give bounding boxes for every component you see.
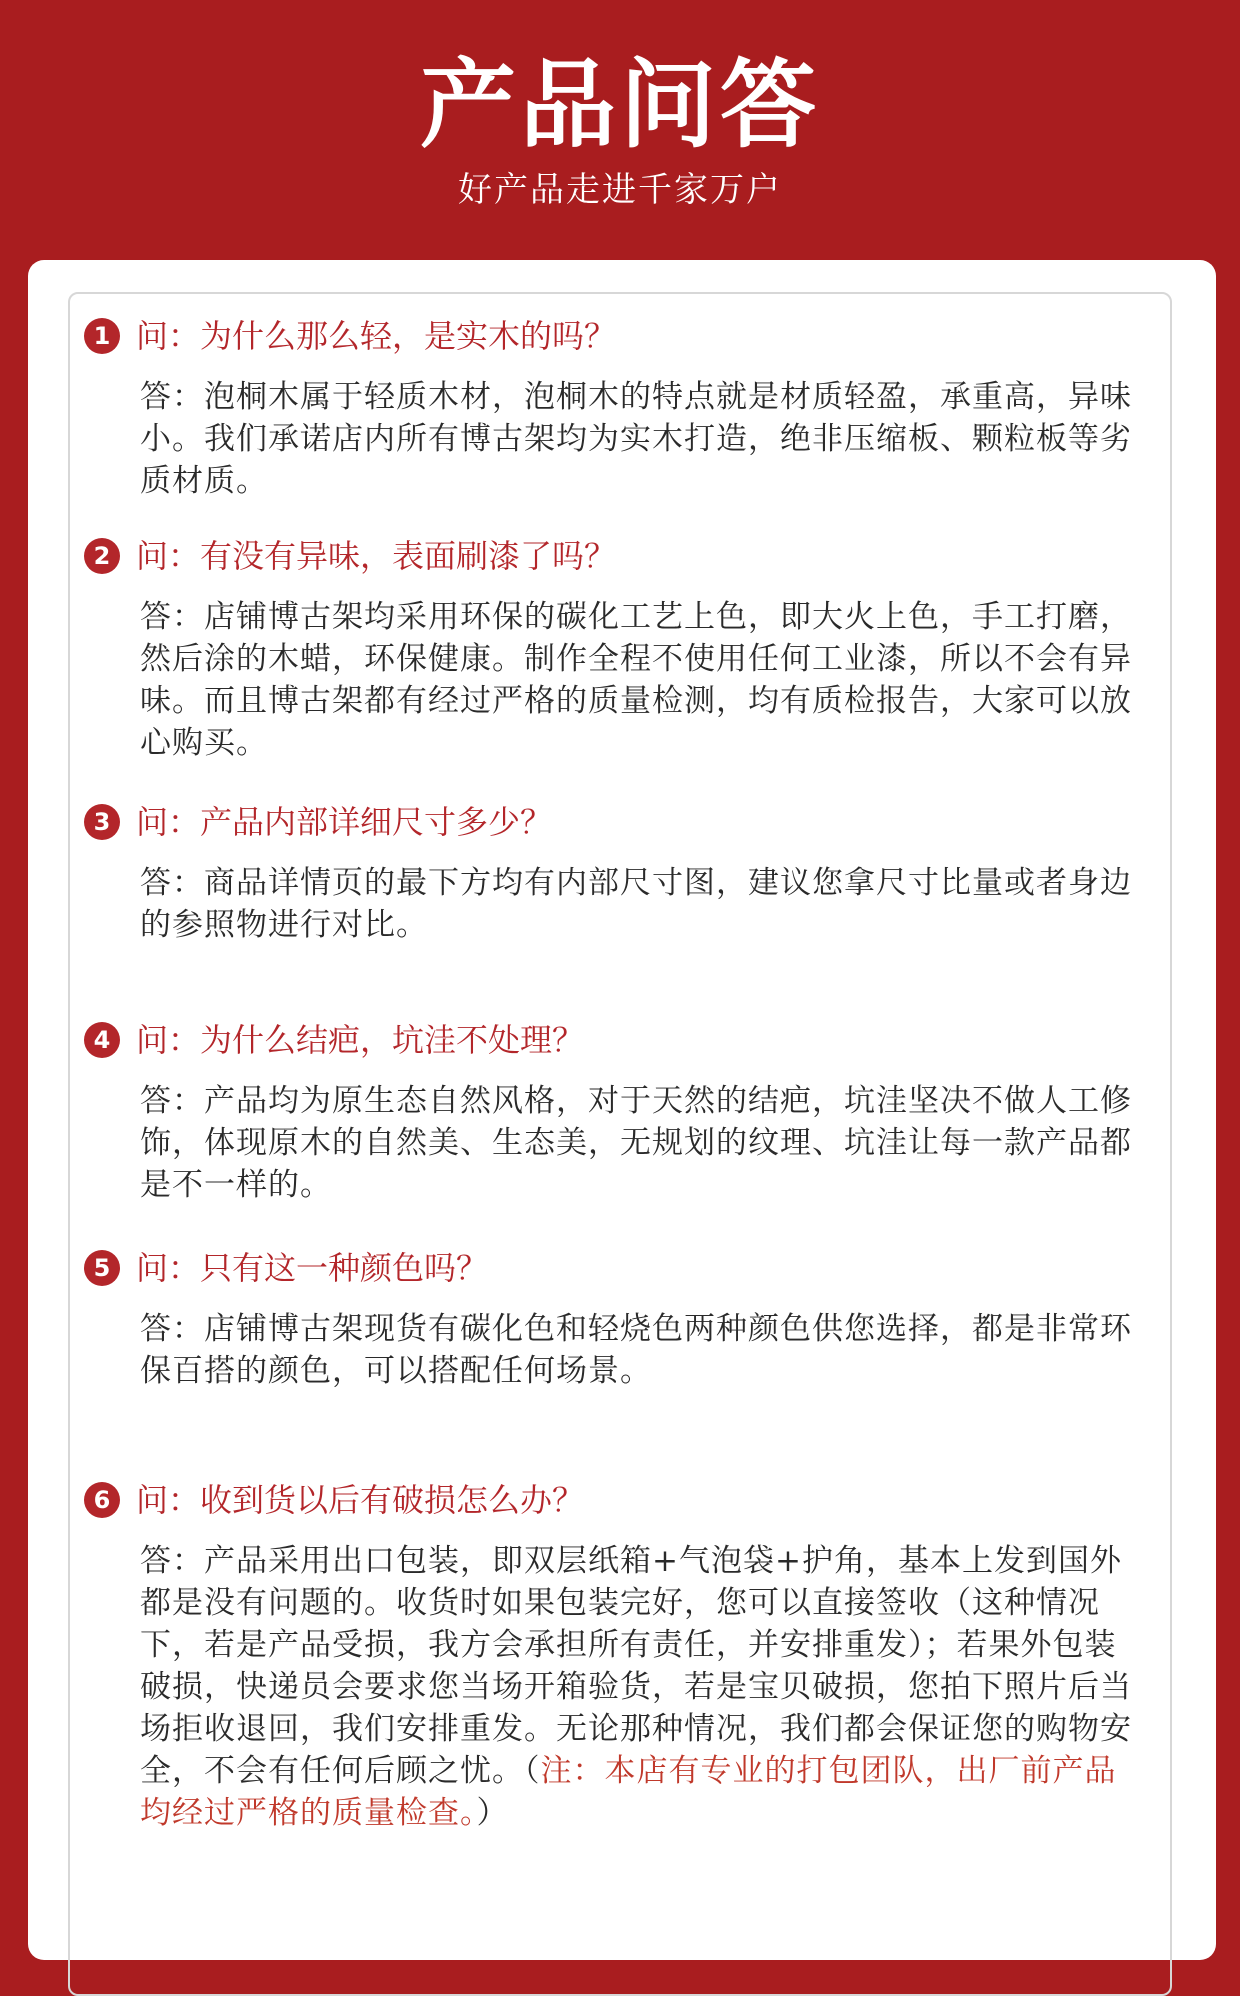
number-badge: 1 xyxy=(84,318,120,354)
question-row xyxy=(70,1476,1170,1524)
faq-item xyxy=(70,1016,1170,1206)
page-subtitle: 好产品走进千家万户 xyxy=(458,170,782,210)
number-badge: 4 xyxy=(84,1022,120,1058)
answer-text: 答：泡桐木属于轻质木材，泡桐木的特点就是材质轻盈，承重高，异味小。我们承诺店内所有博古架均为实木打造，绝非压缩板、颗粒板等劣质材质。 xyxy=(140,379,1132,499)
answer-text: 答：产品均为原生态自然风格，对于天然的结疤，坑洼坚决不做人工修饰，体现原木的自然美、生态美，无规划的纹理、坑洼让每一款产品都是不一样的。 xyxy=(140,1083,1132,1203)
question-row xyxy=(70,1016,1170,1064)
number-badge: 3 xyxy=(84,804,120,840)
faq-item xyxy=(70,532,1170,764)
faq-item xyxy=(70,1476,1170,1834)
question-text: 问：只有这一种颜色吗？ xyxy=(136,1249,489,1287)
faq-card xyxy=(28,260,1216,1960)
question-row xyxy=(70,532,1170,580)
answer-end: ） xyxy=(476,1795,509,1831)
question-text: 问：有没有异味，表面刷漆了吗？ xyxy=(136,537,617,575)
question-text: 问：为什么那么轻，是实木的吗？ xyxy=(136,317,617,355)
answer-text: 答：店铺博古架均采用环保的碳化工艺上色，即大火上色，手工打磨，然后涂的木蜡，环保健康。制作全程不使用任何工业漆，所以不会有异味。而且博古架都有经过严格的质量检测，均有质检报告，大家可以放心购买。 xyxy=(140,599,1132,761)
number-badge: 5 xyxy=(84,1250,120,1286)
answer-text: 答：店铺博古架现货有碳化色和轻烧色两种颜色供您选择，都是非常环保百搭的颜色，可以搭配任何场景。 xyxy=(140,1311,1132,1389)
question-text: 问：为什么结疤，坑洼不处理？ xyxy=(136,1021,585,1059)
number-badge: 2 xyxy=(84,538,120,574)
faq-item xyxy=(70,798,1170,946)
faq-item xyxy=(70,1244,1170,1392)
answer-text: 答：商品详情页的最下方均有内部尺寸图，建议您拿尺寸比量或者身边的参照物进行对比。 xyxy=(140,865,1132,943)
faq-item xyxy=(70,312,1170,502)
question-text: 问：产品内部详细尺寸多少？ xyxy=(136,803,553,841)
question-row xyxy=(70,312,1170,360)
note-text: 注：本店有专业的打包团队，出厂前产品均经过严格的质量检查。 xyxy=(140,1753,1117,1831)
answer-block xyxy=(140,1540,1140,1834)
page-header xyxy=(0,0,1240,260)
answer-text: 答：产品采用出口包装，即双层纸箱+气泡袋+护角，基本上发到国外都是没有问题的。收货时如果包装完好，您可以直接签收（这种情况下，若是产品受损，我方会承担所有责任，并安排重发）；若果外包装破损，快递员会要求您当场开箱验货，若是宝贝破损，您拍下照片后当场拒收退回，我们安排重发。无论那种情况，我们都会保证您的购物安全，不会有任何后顾之忧。（ xyxy=(140,1543,1132,1789)
question-row xyxy=(70,798,1170,846)
question-row xyxy=(70,1244,1170,1292)
question-text: 问：收到货以后有破损怎么办？ xyxy=(136,1481,585,1519)
number-badge: 6 xyxy=(84,1482,120,1518)
faq-list xyxy=(68,292,1172,1996)
page-title: 产品问答 xyxy=(420,49,820,161)
